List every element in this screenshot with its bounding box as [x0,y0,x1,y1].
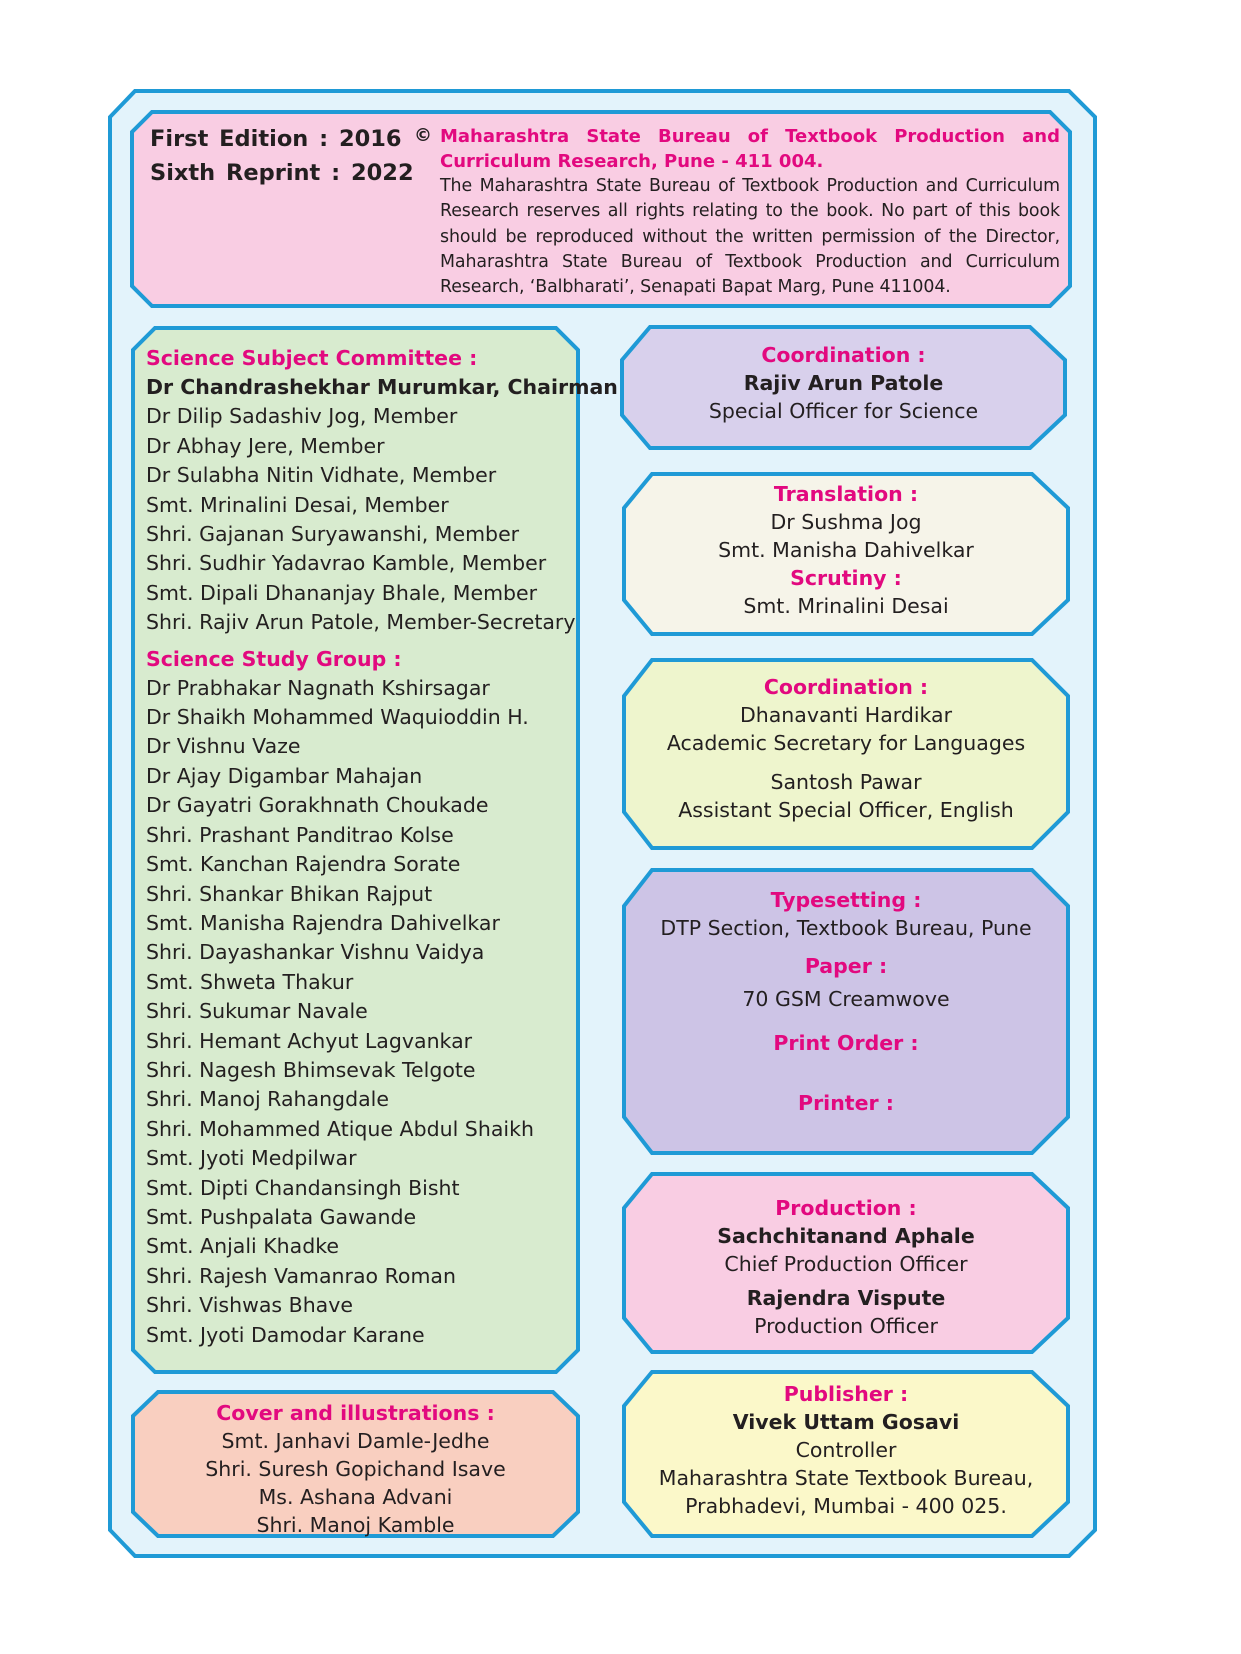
coordination2-name2: Santosh Pawar [770,770,922,794]
edition-info [150,122,414,190]
committee-section [146,344,618,1350]
typesetting-title: Typesetting : [770,888,922,912]
list-item: Smt. Dipti Chandansingh Bisht [146,1175,460,1200]
coordination1-role: Special Officer for Science [708,399,979,423]
coordination2-title: Coordination : [763,675,929,699]
list-item: Shri. Nagesh Bhimsevak Telgote [146,1057,476,1082]
publisher-name: Vivek Uttam Gosavi [732,1410,960,1434]
coordination2-name1: Dhanavanti Hardikar [739,703,953,727]
typesetting-value: DTP Section, Textbook Bureau, Pune [660,916,1032,940]
copyright-holder-line2: Curriculum Research, Pune - 411 004. [440,151,824,172]
list-item: Smt. Manisha Rajendra Dahivelkar [146,910,500,935]
list-item: Smt. Jyoti Medpilwar [146,1146,357,1171]
coordination1-title: Coordination : [761,343,926,367]
copyright-block [440,124,1060,300]
print-order-title: Print Order : [773,1031,919,1055]
list-item: Shri. Rajiv Arun Patole, Member-Secretary [146,610,576,635]
publisher-address1: Maharashtra State Textbook Bureau, [658,1466,1034,1490]
list-item: Smt. Shweta Thakur [146,969,354,994]
committee-member-list [146,402,576,637]
production-title: Production : [775,1196,917,1220]
list-item: Dr Prabhakar Nagnath Kshirsagar [146,675,490,700]
list-item: Smt. Anjali Khadke [146,1234,339,1259]
copyright-notice-line: Maharashtra State Bureau of Textbook Production and Curriculum [440,251,1060,272]
list-item: Dr Abhay Jere, Member [146,433,385,458]
list-item: Dr Dilip Sadashiv Jog, Member [146,404,458,429]
list-item: Smt. Jyoti Damodar Karane [146,1322,425,1347]
translator-name: Dr Sushma Jog [770,510,922,534]
copyright-symbol: © [414,125,432,146]
list-item: Smt. Dipali Dhananjay Bhale, Member [146,580,538,605]
list-item: Shri. Sukumar Navale [146,999,368,1024]
cover-name: Shri. Manoj Kamble [256,1513,455,1537]
list-item: Dr Sulabha Nitin Vidhate, Member [146,463,497,488]
publisher-section [624,1380,1068,1520]
coordination2-section [624,673,1068,824]
production-role2: Production Officer [754,1314,938,1338]
production-section [624,1194,1068,1340]
production-role1: Chief Production Officer [724,1252,968,1276]
list-item: Dr Vishnu Vaze [146,734,301,759]
scrutiny-name: Smt. Mrinalini Desai [743,594,949,618]
list-item: Shri. Prashant Panditrao Kolse [146,822,454,847]
copyright-notice-line: The Maharashtra State Bureau of Textbook Production and Curriculum [440,176,1060,196]
coordination1-section [622,341,1065,425]
publisher-title: Publisher : [783,1382,909,1406]
coordination1-name: Rajiv Arun Patole [743,371,944,395]
copyright-notice-line: Research reserves all rights relating to the book. No part of this book [440,201,1060,222]
cover-title: Cover and illustrations : [216,1401,495,1425]
list-item: Dr Ajay Digambar Mahajan [146,763,423,788]
list-item: Shri. Mohammed Atique Abdul Shaikh [146,1116,534,1141]
publisher-address2: Prabhadevi, Mumbai - 400 025. [685,1494,1007,1518]
paper-title: Paper : [804,954,888,978]
cover-name: Ms. Ashana Advani [258,1485,453,1509]
scrutiny-title: Scrutiny : [790,566,902,590]
translation-title: Translation : [773,482,919,506]
production-name2: Rajendra Vispute [746,1286,946,1310]
copyright-holder-line1: Maharashtra State Bureau of Textbook Production and [440,126,1060,147]
list-item: Shri. Dayashankar Vishnu Vaidya [146,940,485,965]
production-name1: Sachchitanand Aphale [717,1224,975,1248]
typesetting-section [624,886,1068,1117]
list-item: Smt. Kanchan Rajendra Sorate [146,852,461,877]
list-item: Shri. Hemant Achyut Lagvankar [146,1028,473,1053]
publisher-role: Controller [795,1438,897,1462]
copyright-notice-line: should be reproduced without the written permission of the Director, [440,226,1060,247]
list-item: Smt. Mrinalini Desai, Member [146,492,449,517]
copyright-notice-line: Research, ‘Balbharati’, Senapati Bapat Marg, Pune 411004. [440,277,951,298]
study-group-list [146,674,576,1350]
list-item: Smt. Pushpalata Gawande [146,1204,417,1229]
first-edition: First Edition : 2016 [150,126,402,152]
sixth-reprint: Sixth Reprint : 2022 [150,160,414,186]
list-item: Shri. Shankar Bhikan Rajput [146,881,433,906]
translation-section [624,480,1068,620]
list-item: Dr Shaikh Mohammed Waquioddin H. [146,705,529,730]
cover-name: Shri. Suresh Gopichand Isave [205,1457,506,1481]
printer-title: Printer : [798,1091,894,1115]
study-group-title: Science Study Group : [146,646,402,671]
committee-title: Science Subject Committee : [146,346,478,370]
list-item: Shri. Gajanan Suryawanshi, Member [146,522,520,547]
committee-chairman: Dr Chandrashekhar Murumkar, Chairman [146,375,618,399]
cover-section [133,1399,578,1539]
paper-value: 70 GSM Creamwove [742,987,950,1011]
cover-name: Smt. Janhavi Damle-Jedhe [221,1429,490,1453]
translator-name: Smt. Manisha Dahivelkar [718,538,974,562]
list-item: Dr Gayatri Gorakhnath Choukade [146,793,489,818]
coordination2-role1: Academic Secretary for Languages [666,731,1026,755]
coordination2-role2: Assistant Special Officer, English [678,798,1014,822]
list-item: Shri. Rajesh Vamanrao Roman [146,1263,456,1288]
list-item: Shri. Manoj Rahangdale [146,1087,389,1112]
list-item: Shri. Vishwas Bhave [146,1293,353,1318]
list-item: Shri. Sudhir Yadavrao Kamble, Member [146,551,547,576]
